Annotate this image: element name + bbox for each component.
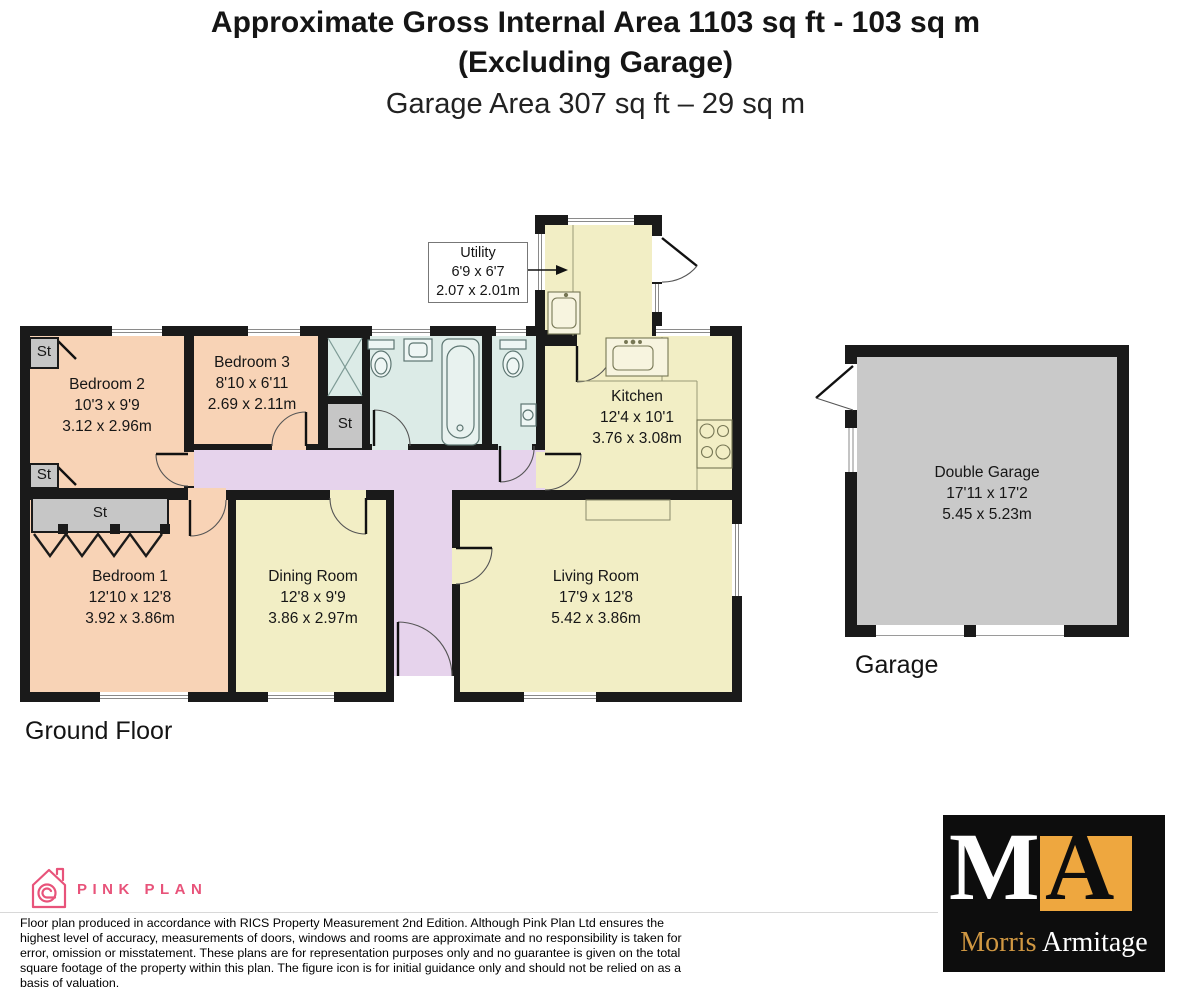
ma-monogram-a: A <box>1045 813 1115 920</box>
hallway-vertical <box>394 490 452 676</box>
sink-icon-bathroom <box>404 339 432 361</box>
utility-name: Utility <box>460 245 496 261</box>
bedroom3-name: Bedroom 3 <box>214 354 290 371</box>
bedroom2-imperial: 10'3 x 9'9 <box>74 397 140 414</box>
double-garage-name: Double Garage <box>934 464 1040 481</box>
ground-floor-label: Ground Floor <box>25 717 173 745</box>
garage-floor-label: Garage <box>855 651 939 679</box>
bedroom2-metric: 3.12 x 2.96m <box>62 418 152 435</box>
ma-monogram-m: M <box>949 813 1040 920</box>
utility-metric: 2.07 x 2.01m <box>436 283 520 299</box>
double-garage-metric: 5.45 x 5.23m <box>942 506 1032 523</box>
st-label-mid-left: St <box>36 466 52 483</box>
utility-external-door <box>652 236 697 282</box>
st-label-middle: St <box>337 415 353 432</box>
st-label-wardrobe: St <box>92 504 108 521</box>
bedroom2-name: Bedroom 2 <box>69 376 145 393</box>
bedroom1-imperial: 12'10 x 12'8 <box>88 589 172 606</box>
pink-plan-wordmark: PINK PLAN <box>77 881 208 898</box>
dining-room-metric: 3.86 x 2.97m <box>268 610 358 627</box>
bedroom3-label <box>208 352 296 415</box>
kitchen-metric: 3.76 x 3.08m <box>592 430 682 447</box>
double-garage-imperial: 17'11 x 17'2 <box>946 485 1028 502</box>
st-label-top-left: St <box>36 343 52 360</box>
bedroom3-metric: 2.69 x 2.11m <box>207 396 297 413</box>
hallway-horizontal <box>194 450 545 490</box>
sink-icon-utility <box>548 292 580 334</box>
dining-room-name: Dining Room <box>268 568 358 585</box>
pink-plan-icon <box>33 869 65 907</box>
title-line-2: (Excluding Garage) <box>457 46 734 79</box>
bedroom1-label <box>85 566 175 629</box>
kitchen-name: Kitchen <box>611 388 663 405</box>
bedroom2-label <box>62 374 152 437</box>
living-room-label <box>551 566 641 629</box>
living-room-metric: 5.42 x 3.86m <box>551 610 641 627</box>
ma-word-morris: Morris <box>960 927 1037 958</box>
title-line-3: Garage Area 307 sq ft – 29 sq m <box>385 88 806 120</box>
footer-divider <box>0 912 938 913</box>
title-line-1: Approximate Gross Internal Area 1103 sq ft - 103 sq m <box>210 6 981 39</box>
disclaimer-text: Floor plan produced in accordance with RICS Property Measurement 2nd Edition. Although Pink Plan Ltd ensures the highest level of accuracy, measurements of doors, windows and rooms are approximate and no responsibility is taken for error, omission or misstatement. These plans are for representation purposes only and no guarantee is given on the total square footage of the property within this plan. The figure icon is for initial guidance only and should not be relied on as a basis of valuation. <box>20 916 682 990</box>
living-room-name: Living Room <box>552 568 640 585</box>
bedroom1-name: Bedroom 1 <box>92 568 168 585</box>
kitchen-imperial: 12'4 x 10'1 <box>599 409 675 426</box>
double-garage-label <box>934 462 1039 525</box>
bath-icon <box>442 339 479 445</box>
ma-wordmark <box>943 927 1165 959</box>
bedroom1-metric: 3.92 x 3.86m <box>85 610 175 627</box>
morris-armitage-logo <box>943 815 1165 972</box>
utility-callout <box>428 242 528 303</box>
utility-imperial: 6'9 x 6'7 <box>451 264 505 280</box>
sink-icon-kitchen <box>606 338 668 376</box>
kitchen-label <box>592 386 682 449</box>
dining-room-imperial: 12'8 x 9'9 <box>280 589 346 606</box>
bedroom3-imperial: 8'10 x 6'11 <box>215 375 289 392</box>
ma-word-armitage: Armitage <box>1041 927 1148 958</box>
living-room-imperial: 17'9 x 12'8 <box>558 589 634 606</box>
dining-room-label <box>268 566 358 629</box>
sink-icon-wc <box>521 404 536 426</box>
